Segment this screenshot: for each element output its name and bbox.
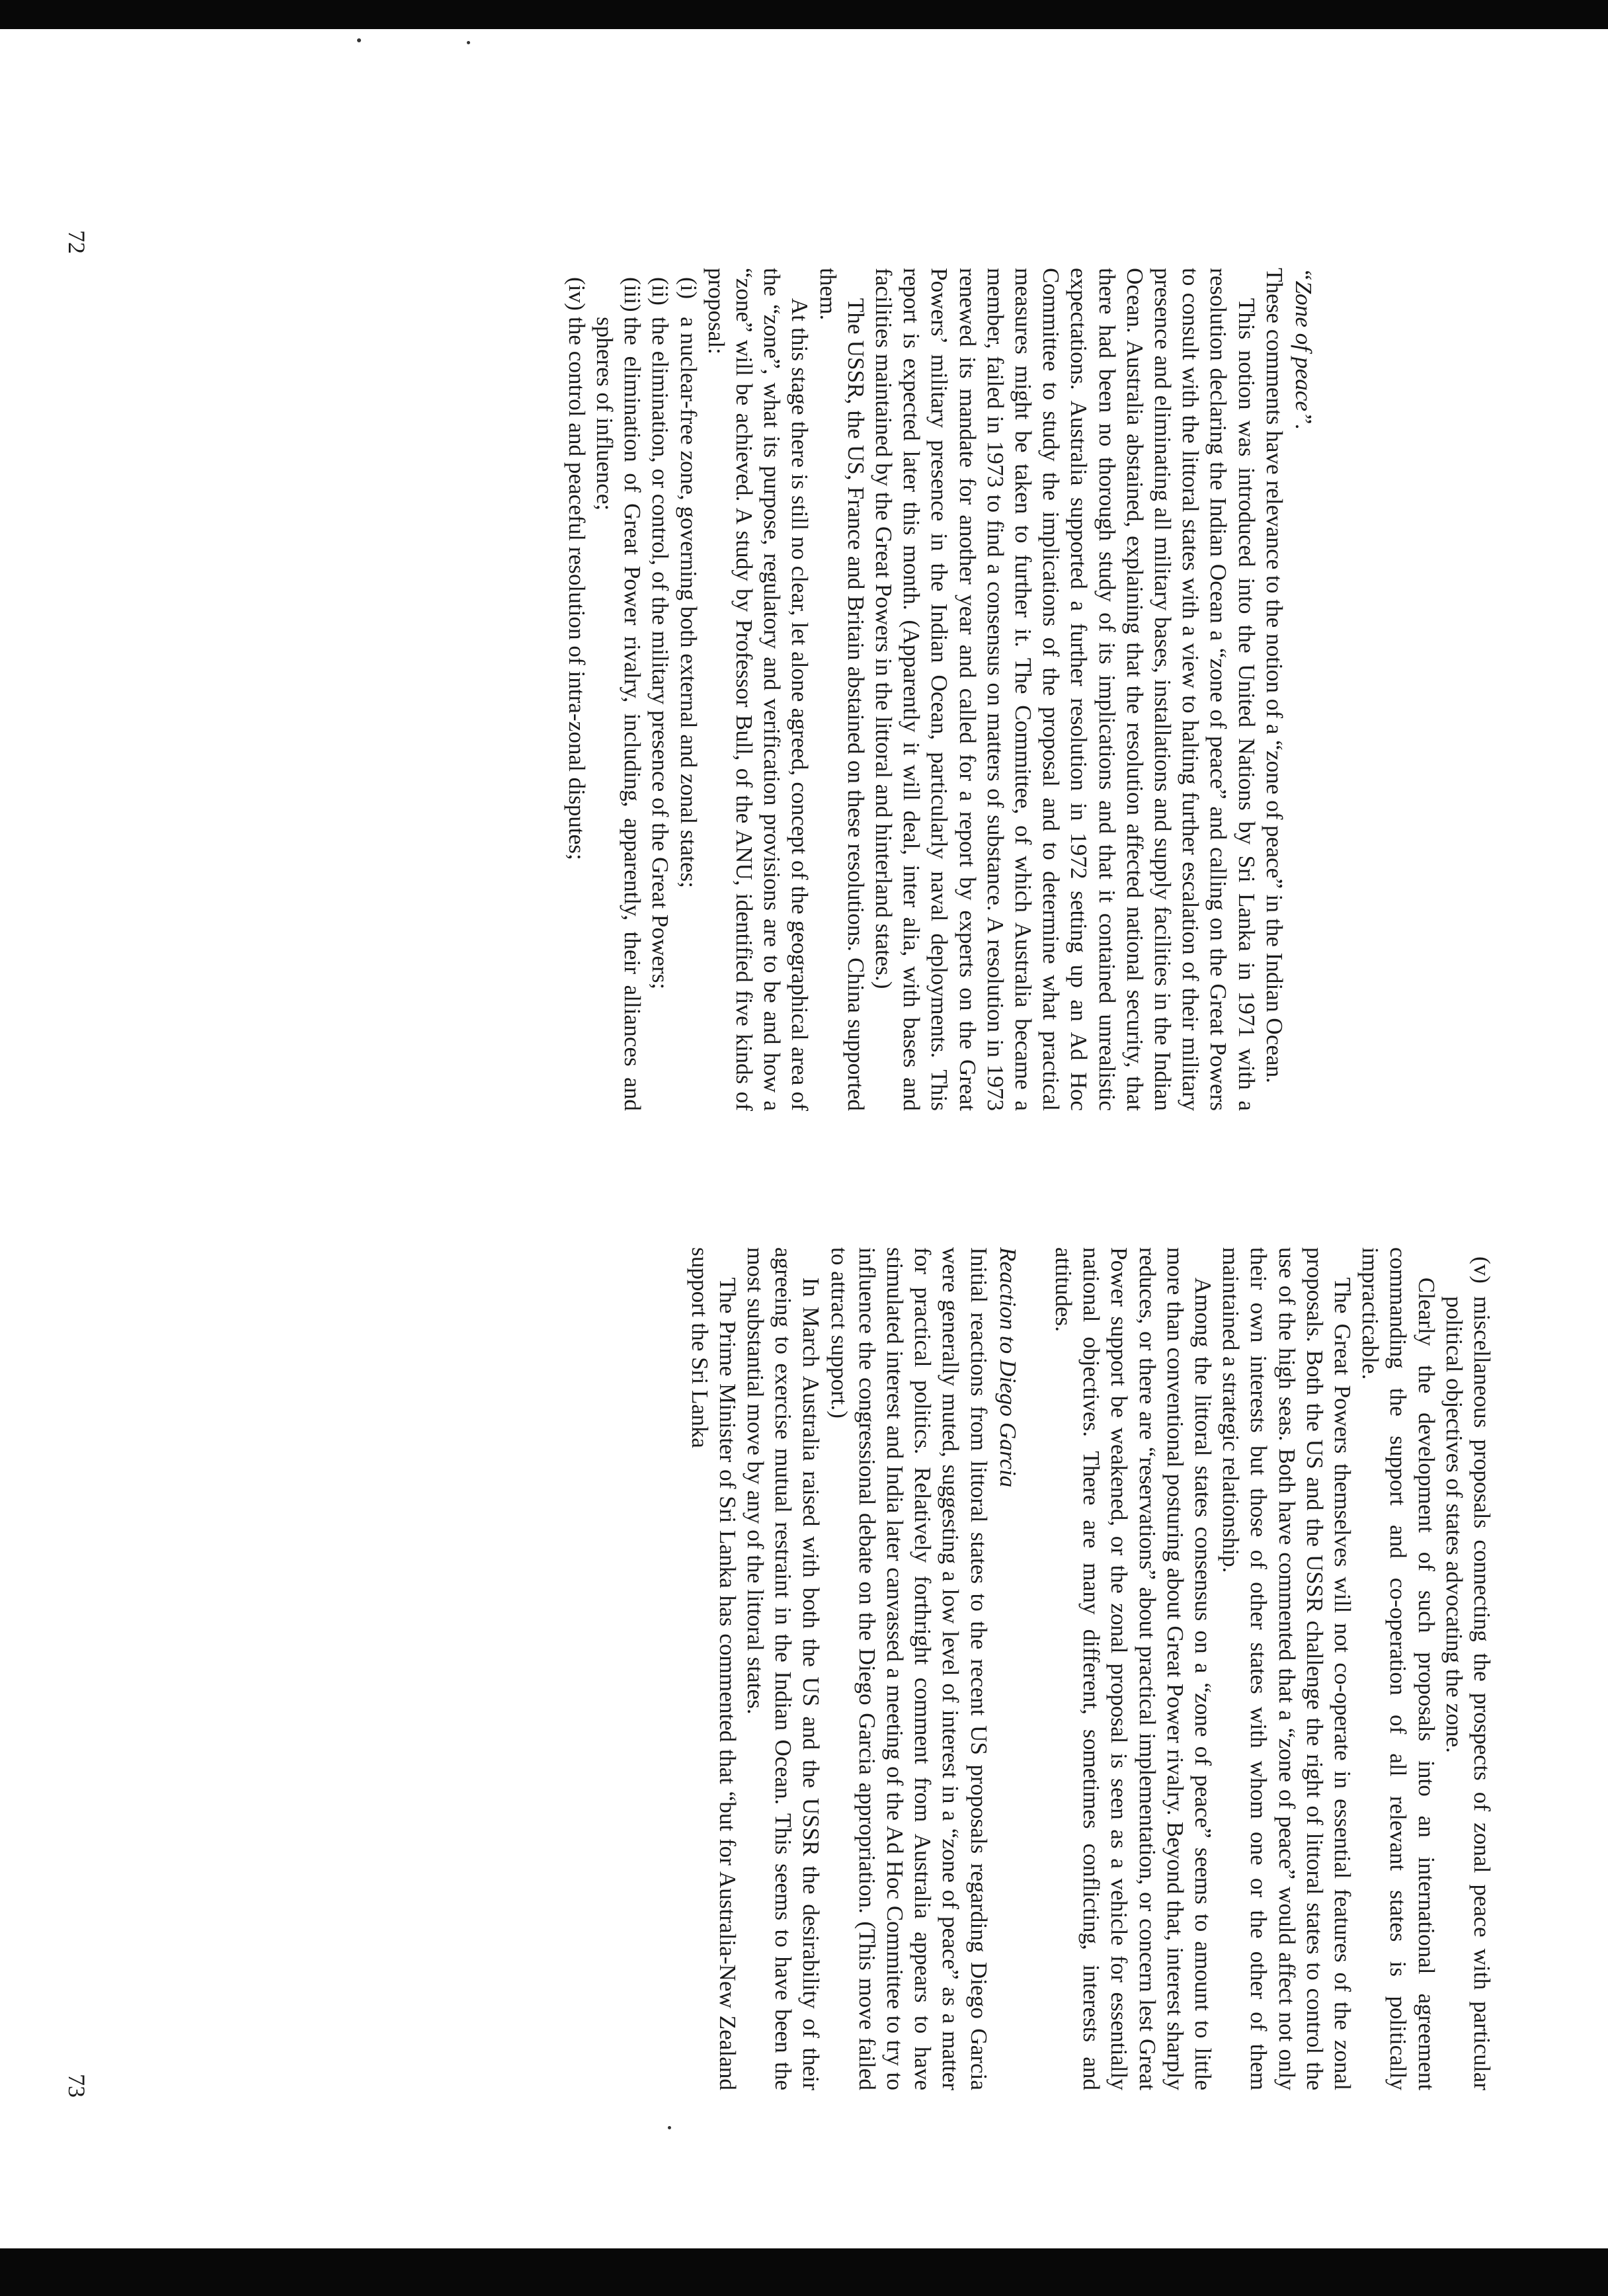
paragraph: Initial reactions from littoral states to the recent US proposals regarding Diego Garcia were generally muted, suggesting a low level of interest in a “zone of peace” as a matter for practical politics. Relatively forthright comment from Australia appears to have stimulated interest and India later canvassed a meeting of the Ad Hoc Committee to try to influence the congressional debate on the Diego Garcia appropriation. (This move failed to attract support.) — [826, 1247, 992, 2090]
paragraph: These comments have relevance to the notion of a “zone of peace” in the Indian Ocean. — [1261, 268, 1287, 1083]
list-text: the elimination, or control, of the military presence of the Great Powers; — [647, 317, 674, 990]
section-heading-diego-garcia: Reaction to Diego Garcia — [994, 1247, 1021, 1488]
list-marker: (iii) — [620, 277, 646, 312]
list-marker: (ii) — [647, 277, 674, 306]
list-marker: (i) — [675, 277, 702, 300]
paragraph: The USSR, the US, France and Britain abstained on these resolutions. China supported them. — [815, 268, 869, 1111]
page-72-text-column — [563, 268, 1317, 1111]
list-marker: (v) — [1469, 1256, 1495, 1284]
section-heading-zone-of-peace: “Zone of peace”. — [1291, 268, 1316, 430]
proposal-list-item — [563, 268, 590, 1111]
proposal-list-item — [590, 268, 646, 1111]
paragraph: The Prime Minister of Sri Lanka has commented that “but for Australia-New Zealand support the Sri Lanka — [686, 1247, 741, 2090]
paragraph: Clearly the development of such proposals into an international agreement commanding the support and co-operation of all relevant states is politically impracticable. — [1357, 1247, 1439, 2090]
list-text: a nuclear-free zone, governing both external and zonal states; — [675, 317, 702, 888]
page-73-text-column — [685, 1247, 1496, 2090]
proposal-list-item — [646, 268, 674, 1111]
paragraph: The Great Powers themselves will not co-operate in essential features of the zonal proposals. Both the US and the USSR challenge the right of littoral states to control the use of the high seas. Both have commented that a “zone of peace” would affect not only their own interests but those of other states with whom one or the other of them maintained a strategic relationship. — [1218, 1247, 1355, 2090]
proposal-list-item — [674, 268, 702, 1111]
paragraph: This notion was introduced into the United Nations by Sri Lanka in 1971 with a resolution declaring the Indian Ocean a “zone of peace” and calling on the Great Powers to consult with the littoral states with a view to halting further escalation of their military presence and eliminating all military bases, installations and supply facilities in the Indian Ocean. Australia abstained, explaining that the resolution affected national security, that there had been no thorough study of its implications and that it contained unrealistic expectations. Australia supported a further resolution in 1972 setting up an Ad Hoc Committee to study the implications of the proposal and to determine what practical measures might be taken to further it. The Committee, of which Australia became a member, failed in 1973 to find a consensus on matters of substance. A resolution in 1973 renewed its mandate for another year and called for a report by experts on the Great Powers’ military presence in the Indian Ocean, particularly naval deployments. This report is expected later this month. (Apparently it will deal, inter alia, with bases and facilities maintained by the Great Powers in the littoral and hinterland states.) — [870, 268, 1260, 1111]
paragraph: In March Australia raised with both the US and the USSR the desirability of their agreeing to exercise mutual restraint in the Indian Ocean. This seems to have been the most substantial move by any of the littoral states. — [742, 1247, 824, 2090]
list-marker: (iv) — [563, 277, 590, 311]
list-text: the elimination of Great Power rivalry, including, apparently, their alliances and spheres of influence; — [591, 317, 646, 1111]
list-text: the control and peaceful resolution of intra-zonal disputes; — [563, 317, 590, 860]
proposal-list-item — [1440, 1247, 1496, 2090]
list-text: miscellaneous proposals connecting the prospects of zonal peace with particular political objectives of states advocating the zone. — [1441, 1296, 1495, 2090]
page-73 — [0, 1148, 1608, 2296]
page-number: 73 — [63, 2074, 90, 2098]
page-number: 72 — [63, 230, 90, 254]
paragraph: At this stage there is still no clear, let alone agreed, concept of the geographical area of the “zone”, what its purpose, regulatory and verification provisions are to be and how a “zone” will be achieved. A study by Professor Bull, of the ANU, identified five kinds of proposal: — [703, 268, 813, 1111]
paragraph: Among the littoral states consensus on a “zone of peace” seems to amount to little more than conventional posturing about Great Power rivalry. Beyond that, interest sharply reduces, or there are “reservations” about practical implementation, or concern lest Great Power support be weakened, or the zonal proposal is seen as a vehicle for essentially national objectives. There are many different, sometimes conflicting, interests and attitudes. — [1050, 1247, 1216, 2090]
